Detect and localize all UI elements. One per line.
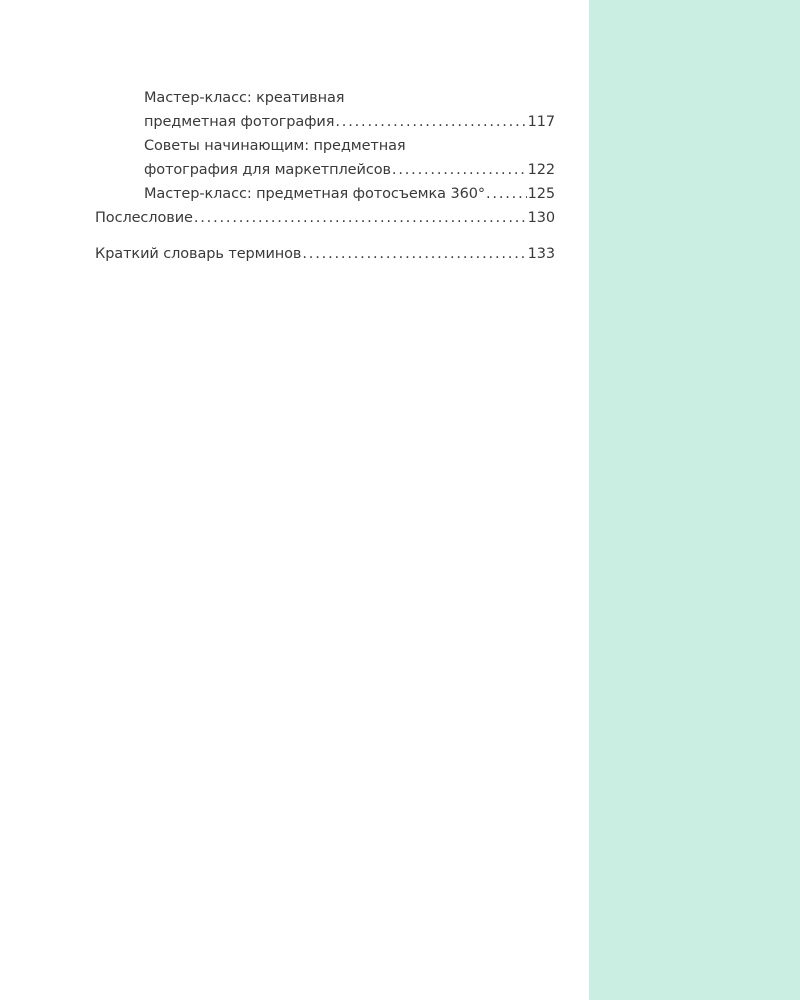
- toc-entry[interactable]: [95, 86, 555, 134]
- dot-leader: [392, 158, 527, 182]
- dot-leader: [486, 182, 527, 206]
- toc-entry[interactable]: [95, 182, 555, 206]
- decorative-side-band: [589, 0, 800, 1000]
- toc-entry-title-line: Мастер-класс: креативная: [144, 90, 345, 106]
- dot-leader: [302, 242, 526, 266]
- toc-page-number: 130: [527, 210, 555, 226]
- toc-page-number: 125: [527, 186, 555, 202]
- toc-entry[interactable]: [95, 242, 555, 266]
- toc-entry-title-line: предметная фотография: [144, 114, 335, 130]
- toc-entry-title-line: Советы начинающим: предметная: [144, 138, 406, 154]
- toc-page-number: 117: [527, 114, 555, 130]
- toc-page-number: 133: [527, 246, 555, 262]
- toc-entry-title-line: Краткий словарь терминов: [95, 246, 302, 262]
- table-of-contents: [95, 86, 555, 266]
- dot-leader: [335, 110, 526, 134]
- toc-entry-title-line: фотография для маркетплейсов: [144, 162, 391, 178]
- dot-leader: [194, 206, 527, 230]
- toc-entry-title-line: Послесловие: [95, 210, 193, 226]
- toc-entry-title-line: Мастер-класс: предметная фотосъемка 360°: [144, 186, 485, 202]
- toc-entry[interactable]: [95, 206, 555, 230]
- toc-entry[interactable]: [95, 134, 555, 182]
- toc-page-number: 122: [527, 162, 555, 178]
